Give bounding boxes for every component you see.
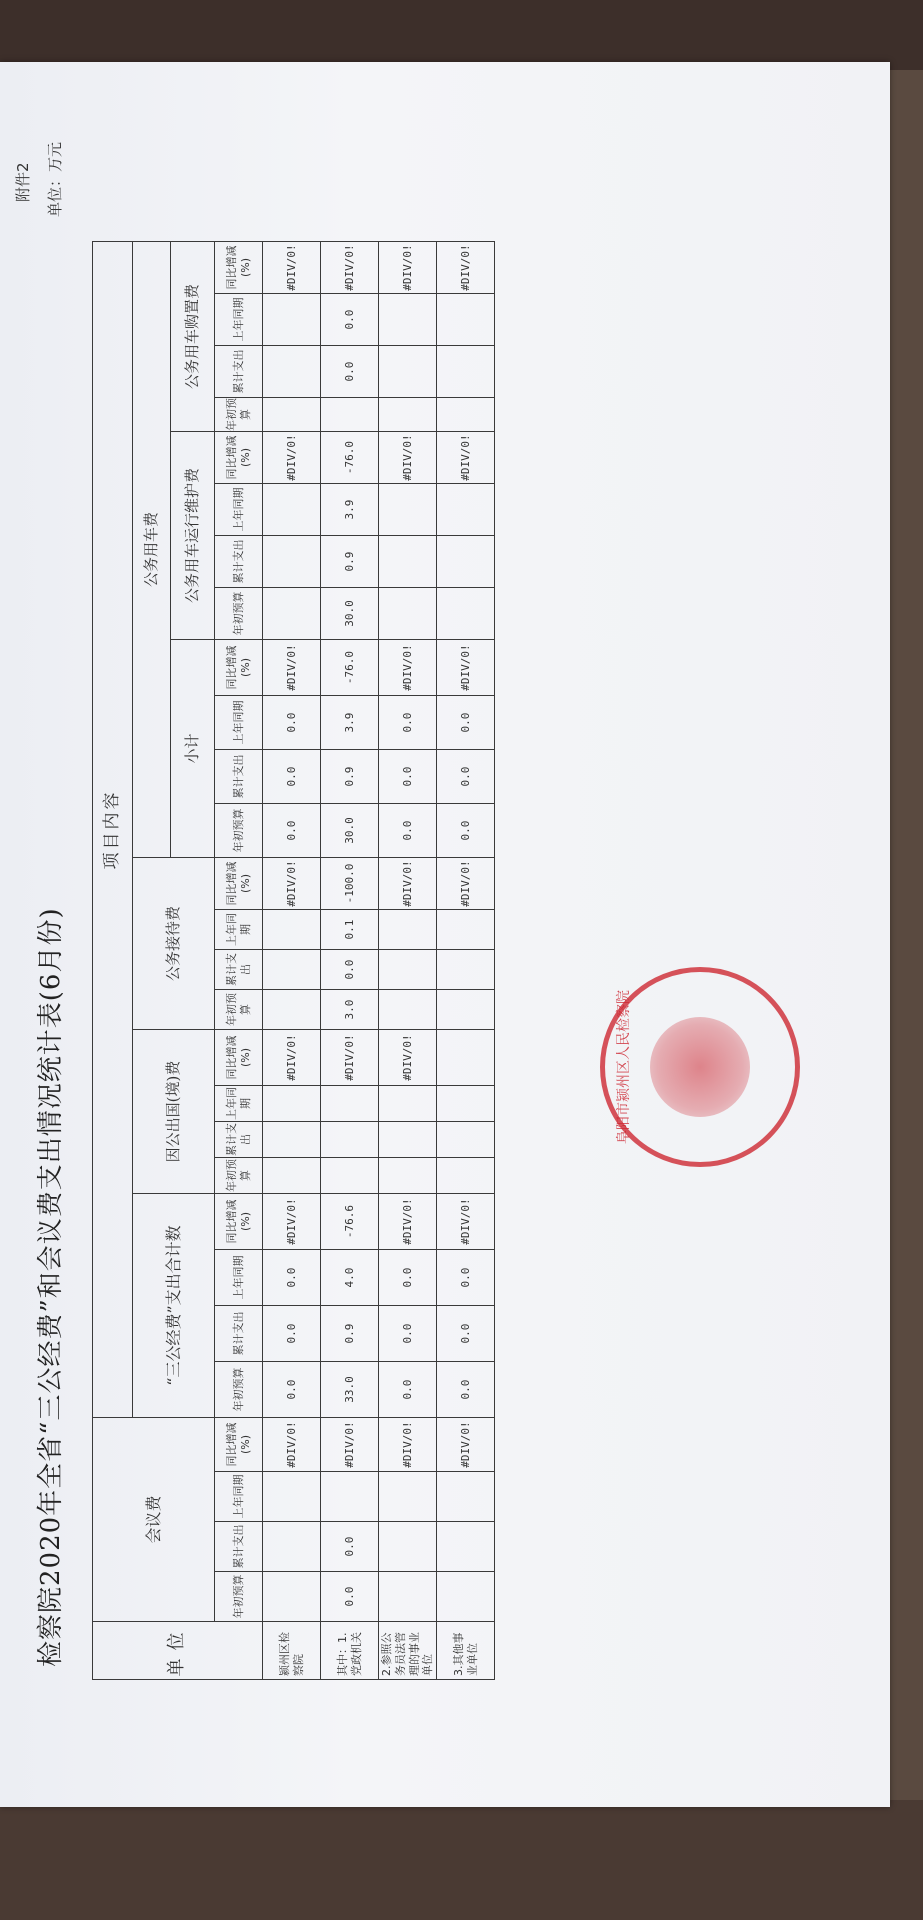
cell-subtotal-2: 3.9 [321, 696, 379, 750]
cell-reception-3: #DIV/0! [263, 858, 321, 910]
cell-vehicle_buy-1 [263, 346, 321, 398]
subheader-reception-3: 同比增减(%) [215, 858, 263, 910]
background-bottom [0, 1800, 923, 1920]
cell-reception-0 [437, 990, 495, 1030]
cell-meeting-3: #DIV/0! [437, 1418, 495, 1472]
subheader-vehicle_op-0: 年初预算 [215, 588, 263, 640]
cell-meeting-1: 0.0 [321, 1522, 379, 1572]
cell-vehicle_op-2 [263, 484, 321, 536]
subheader-reception-2: 上年同期 [215, 910, 263, 950]
cell-total-3: #DIV/0! [263, 1194, 321, 1250]
cell-vehicle_op-1 [379, 536, 437, 588]
header-meeting: 会议费 [93, 1418, 215, 1622]
cell-reception-1 [437, 950, 495, 990]
cell-vehicle_op-3: #DIV/0! [437, 432, 495, 484]
cell-total-2: 0.0 [379, 1250, 437, 1306]
cell-abroad-1 [437, 1122, 495, 1158]
cell-vehicle_op-0 [437, 588, 495, 640]
cell-subtotal-2: 0.0 [263, 696, 321, 750]
cell-total-3: #DIV/0! [437, 1194, 495, 1250]
cell-subtotal-0: 30.0 [321, 804, 379, 858]
cell-vehicle_buy-3: #DIV/0! [263, 242, 321, 294]
subheader-subtotal-3: 同比增减(%) [215, 640, 263, 696]
cell-vehicle_buy-1 [437, 346, 495, 398]
cell-vehicle_buy-3: #DIV/0! [379, 242, 437, 294]
cell-vehicle_op-1 [437, 536, 495, 588]
cell-vehicle_op-1 [263, 536, 321, 588]
cell-reception-2 [437, 910, 495, 950]
table-row [437, 242, 495, 1680]
cell-vehicle_buy-3: #DIV/0! [437, 242, 495, 294]
cell-meeting-3: #DIV/0! [263, 1418, 321, 1472]
cell-reception-1: 0.0 [321, 950, 379, 990]
paper-sheet [0, 62, 890, 1807]
official-seal [600, 967, 800, 1167]
cell-meeting-2 [263, 1472, 321, 1522]
cell-vehicle_buy-0 [437, 398, 495, 432]
cell-reception-1 [379, 950, 437, 990]
cell-vehicle_op-2 [379, 484, 437, 536]
subheader-total-2: 上年同期 [215, 1250, 263, 1306]
cell-vehicle_op-0 [379, 588, 437, 640]
cell-abroad-1 [263, 1122, 321, 1158]
subheader-vehicle_buy-2: 上年同期 [215, 294, 263, 346]
seal-text: 阜阳市颍州区人民检察院 [616, 990, 632, 1144]
row-label: 2.参照公务员法管理的事业单位 [379, 1622, 437, 1680]
cell-meeting-1 [263, 1522, 321, 1572]
header-sangong-total: “三公经费”支出合计数 [133, 1194, 215, 1418]
cell-total-3: -76.6 [321, 1194, 379, 1250]
subheader-meeting-2: 上年同期 [215, 1472, 263, 1522]
cell-meeting-3: #DIV/0! [321, 1418, 379, 1472]
subheader-total-3: 同比增减(%) [215, 1194, 263, 1250]
row-label: 其中：1.党政机关 [321, 1622, 379, 1680]
cell-abroad-0 [379, 1158, 437, 1194]
cell-subtotal-0: 0.0 [437, 804, 495, 858]
cell-meeting-0: 0.0 [321, 1572, 379, 1622]
subheader-meeting-1: 累计支出 [215, 1522, 263, 1572]
row-label: 3.其他事业单位 [437, 1622, 495, 1680]
subheader-meeting-3: 同比增减(%) [215, 1418, 263, 1472]
cell-subtotal-3: -76.0 [321, 640, 379, 696]
cell-total-2: 4.0 [321, 1250, 379, 1306]
background-top [0, 0, 923, 70]
cell-abroad-2 [263, 1086, 321, 1122]
header-abroad: 因公出国(境)费 [133, 1030, 215, 1194]
cell-abroad-3: #DIV/0! [379, 1030, 437, 1086]
subheader-vehicle_op-3: 同比增减(%) [215, 432, 263, 484]
cell-total-3: #DIV/0! [379, 1194, 437, 1250]
cell-total-0: 33.0 [321, 1362, 379, 1418]
cell-vehicle_buy-2 [263, 294, 321, 346]
cell-meeting-0 [437, 1572, 495, 1622]
subheader-abroad-2: 上年同期 [215, 1086, 263, 1122]
cell-vehicle_buy-0 [321, 398, 379, 432]
cell-abroad-2 [321, 1086, 379, 1122]
cell-total-0: 0.0 [437, 1362, 495, 1418]
cell-reception-2 [379, 910, 437, 950]
cell-total-0: 0.0 [263, 1362, 321, 1418]
cell-abroad-0 [437, 1158, 495, 1194]
rotated-document [0, 62, 890, 1807]
subheader-vehicle_op-2: 上年同期 [215, 484, 263, 536]
subheader-subtotal-2: 上年同期 [215, 696, 263, 750]
cell-reception-1 [263, 950, 321, 990]
cell-vehicle_buy-0 [379, 398, 437, 432]
cell-reception-3: -100.0 [321, 858, 379, 910]
cell-total-2: 0.0 [437, 1250, 495, 1306]
cell-total-1: 0.0 [437, 1306, 495, 1362]
header-subtotal: 小计 [171, 640, 215, 858]
cell-total-1: 0.0 [263, 1306, 321, 1362]
cell-abroad-1 [321, 1122, 379, 1158]
subheader-subtotal-0: 年初预算 [215, 804, 263, 858]
cell-subtotal-1: 0.9 [321, 750, 379, 804]
cell-subtotal-3: #DIV/0! [379, 640, 437, 696]
subheader-vehicle_buy-3: 同比增减(%) [215, 242, 263, 294]
cell-vehicle_buy-2: 0.0 [321, 294, 379, 346]
cell-reception-3: #DIV/0! [379, 858, 437, 910]
cell-subtotal-0: 0.0 [263, 804, 321, 858]
cell-vehicle_op-3: #DIV/0! [263, 432, 321, 484]
cell-vehicle_op-2 [437, 484, 495, 536]
expense-table [92, 241, 495, 1680]
header-vehicle-op: 公务用车运行维护费 [171, 432, 215, 640]
cell-subtotal-2: 0.0 [379, 696, 437, 750]
cell-abroad-0 [321, 1158, 379, 1194]
document-title: 检察院2020年全省“三公经费”和会议费支出情况统计表(6月份) [36, 907, 66, 1667]
cell-vehicle_buy-3: #DIV/0! [321, 242, 379, 294]
header-unit: 单位 [93, 1622, 263, 1680]
cell-total-1: 0.0 [379, 1306, 437, 1362]
cell-vehicle_op-0 [263, 588, 321, 640]
header-vehicle: 公务用车费 [133, 242, 171, 858]
table-row [263, 242, 321, 1680]
attachment-label: 附件2 [14, 162, 32, 202]
subheader-vehicle_buy-1: 累计支出 [215, 346, 263, 398]
table-row [379, 242, 437, 1680]
cell-abroad-1 [379, 1122, 437, 1158]
cell-meeting-2 [379, 1472, 437, 1522]
seal-emblem-icon [650, 1017, 750, 1117]
subheader-abroad-3: 同比增减(%) [215, 1030, 263, 1086]
cell-subtotal-1: 0.0 [437, 750, 495, 804]
cell-vehicle_op-1: 0.9 [321, 536, 379, 588]
subheader-reception-1: 累计支出 [215, 950, 263, 990]
cell-reception-0: 3.0 [321, 990, 379, 1030]
table-row [321, 242, 379, 1680]
cell-subtotal-3: #DIV/0! [437, 640, 495, 696]
cell-vehicle_buy-2 [437, 294, 495, 346]
subheader-reception-0: 年初预算 [215, 990, 263, 1030]
subheader-total-1: 累计支出 [215, 1306, 263, 1362]
cell-meeting-2 [437, 1472, 495, 1522]
unit-label: 单位：万元 [46, 141, 64, 217]
cell-vehicle_op-2: 3.9 [321, 484, 379, 536]
cell-vehicle_buy-0 [263, 398, 321, 432]
cell-meeting-2 [321, 1472, 379, 1522]
cell-total-0: 0.0 [379, 1362, 437, 1418]
cell-meeting-0 [263, 1572, 321, 1622]
header-project-content: 项目内容 [93, 242, 133, 1418]
cell-subtotal-3: #DIV/0! [263, 640, 321, 696]
cell-reception-2 [263, 910, 321, 950]
cell-vehicle_buy-1: 0.0 [321, 346, 379, 398]
cell-vehicle_op-3: #DIV/0! [379, 432, 437, 484]
cell-abroad-3: #DIV/0! [321, 1030, 379, 1086]
cell-abroad-3: #DIV/0! [263, 1030, 321, 1086]
cell-total-2: 0.0 [263, 1250, 321, 1306]
header-reception: 公务接待费 [133, 858, 215, 1030]
cell-vehicle_op-3: -76.0 [321, 432, 379, 484]
cell-abroad-3 [437, 1030, 495, 1086]
cell-abroad-2 [437, 1086, 495, 1122]
cell-reception-2: 0.1 [321, 910, 379, 950]
subheader-vehicle_buy-0: 年初预算 [215, 398, 263, 432]
cell-meeting-1 [379, 1522, 437, 1572]
subheader-total-0: 年初预算 [215, 1362, 263, 1418]
subheader-abroad-1: 累计支出 [215, 1122, 263, 1158]
subheader-abroad-0: 年初预算 [215, 1158, 263, 1194]
subheader-subtotal-1: 累计支出 [215, 750, 263, 804]
cell-meeting-1 [437, 1522, 495, 1572]
subheader-meeting-0: 年初预算 [215, 1572, 263, 1622]
row-label: 颍州区检察院 [263, 1622, 321, 1680]
cell-subtotal-1: 0.0 [263, 750, 321, 804]
header-vehicle-buy: 公务用车购置费 [171, 242, 215, 432]
cell-vehicle_buy-1 [379, 346, 437, 398]
cell-subtotal-2: 0.0 [437, 696, 495, 750]
cell-subtotal-0: 0.0 [379, 804, 437, 858]
cell-reception-3: #DIV/0! [437, 858, 495, 910]
cell-reception-0 [379, 990, 437, 1030]
cell-meeting-0 [379, 1572, 437, 1622]
cell-vehicle_buy-2 [379, 294, 437, 346]
cell-reception-0 [263, 990, 321, 1030]
cell-total-1: 0.9 [321, 1306, 379, 1362]
cell-subtotal-1: 0.0 [379, 750, 437, 804]
subheader-vehicle_op-1: 累计支出 [215, 536, 263, 588]
cell-abroad-2 [379, 1086, 437, 1122]
cell-abroad-0 [263, 1158, 321, 1194]
cell-meeting-3: #DIV/0! [379, 1418, 437, 1472]
cell-vehicle_op-0: 30.0 [321, 588, 379, 640]
